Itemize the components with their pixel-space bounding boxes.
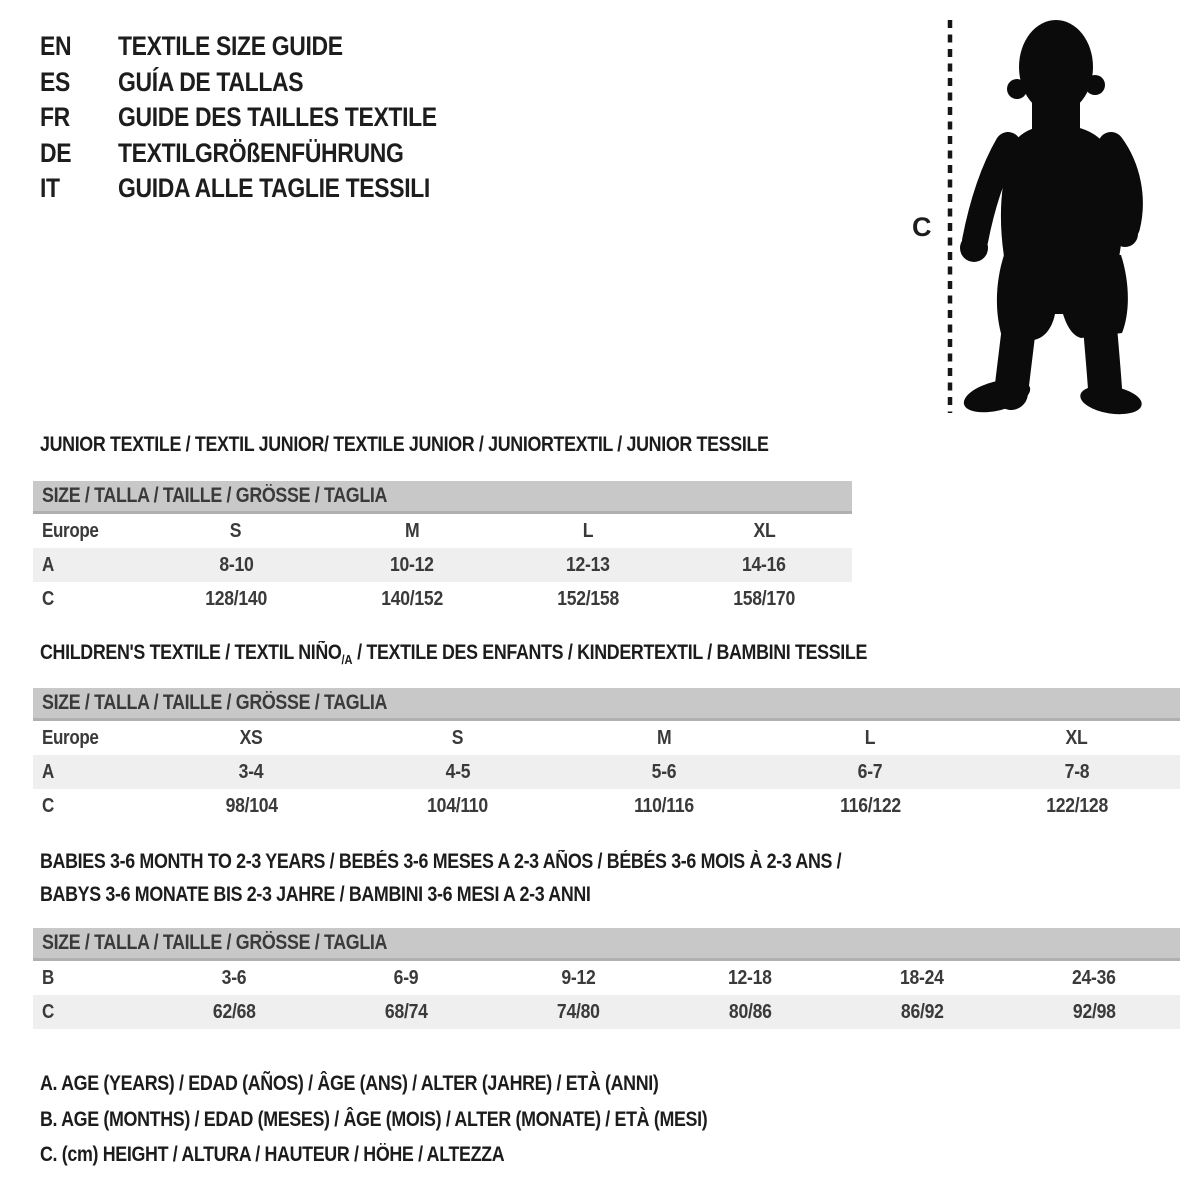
junior-a-v3 [676,554,852,577]
babies-c-v1-text: 68/74 [384,1000,428,1023]
junior-size-m [324,520,500,543]
lang-code-en-text: EN [40,31,72,61]
children-a-v3-text: 6-7 [858,760,883,783]
children-size-xl [974,727,1180,750]
children-a-v2-text: 5-6 [651,760,677,783]
children-c-label-text: C [42,794,54,817]
junior-c-v2 [500,588,676,611]
babies-b-v5 [1008,967,1180,990]
junior-a-v2 [500,554,676,577]
children-row-a [33,755,1180,789]
children-c-v4 [974,795,1180,818]
legend-line-b [40,1102,825,1138]
junior-c-v0 [148,588,324,611]
children-size-m [561,727,767,750]
height-measure-label: C [912,212,932,242]
babies-c-v3 [664,1001,836,1024]
babies-c-label [33,1001,148,1024]
junior-section-title [40,433,897,457]
children-europe-label [33,727,148,750]
legend-line-c-text: C. (cm) HEIGHT / ALTURA / HAUTEUR / HÖHE / ALTEZZA [40,1143,505,1166]
children-size-xs-text: XS [239,726,263,749]
size-table-babies [33,928,1180,1029]
legend-line-a [40,1066,825,1102]
children-c-v1 [354,795,560,818]
babies-b-v2-text: 9-12 [560,966,596,989]
children-c-v0 [148,795,354,818]
lang-code-de [40,136,118,172]
babies-b-v1-text: 6-9 [393,966,419,989]
lang-label-en: TEXTILE SIZE GUIDE [118,31,343,61]
measurement-legend [40,1066,825,1173]
babies-b-v2 [492,967,664,990]
babies-c-v1 [320,1001,492,1024]
junior-row-europe [33,514,852,548]
babies-b-v3-text: 12-18 [728,966,772,989]
children-row-c [33,789,1180,823]
children-size-l [767,727,973,750]
babies-b-v4 [836,967,1008,990]
junior-c-v3-text: 158/170 [733,587,795,610]
lang-row-es [40,65,493,101]
junior-a-v1-text: 10-12 [390,553,434,576]
junior-size-s [148,520,324,543]
junior-size-m-text: M [404,519,420,542]
junior-c-v0-text: 128/140 [205,587,267,610]
children-c-v3-text: 116/122 [839,794,901,817]
baby-silhouette-shape [960,20,1144,418]
lang-code-it-text: IT [40,173,60,203]
children-size-s-text: S [451,726,464,749]
junior-row-a [33,548,852,582]
babies-c-v2 [492,1001,664,1024]
babies-c-v0-text: 62/68 [212,1000,256,1023]
junior-row-c [33,582,852,616]
babies-c-v4 [836,1001,1008,1024]
legend-line-b-text: B. AGE (MONTHS) / EDAD (MESES) / ÂGE (MOIS) / ALTER (MONATE) / ETÀ (MESI) [40,1107,708,1131]
children-size-l-text: L [865,726,876,749]
children-a-v0 [148,761,354,784]
size-table-children [33,688,1180,823]
junior-size-xl [676,520,852,543]
babies-b-v0-text: 3-6 [221,966,247,989]
babies-size-header-text: SIZE / TALLA / TAILLE / GRÖSSE / TAGLIA [42,931,388,954]
lang-code-es [40,65,118,101]
children-a-v4 [974,761,1180,784]
babies-section-title [40,845,983,911]
children-size-xl-text: XL [1065,726,1088,749]
children-title-part1: CHILDREN'S TEXTILE / TEXTIL NIÑO [40,641,342,664]
lang-label-es: GUÍA DE TALLAS [118,66,304,97]
lang-label-fr: GUIDE DES TAILLES TEXTILE [118,102,437,132]
babies-b-v1 [320,967,492,990]
junior-size-header-bar [33,481,852,514]
junior-size-s-text: S [230,519,242,542]
language-title-block [40,29,493,207]
children-size-m-text: M [656,726,672,749]
children-row-europe [33,721,1180,755]
children-size-xs [148,727,354,750]
junior-size-xl-text: XL [753,519,775,542]
lang-code-de-text: DE [40,137,72,168]
babies-row-c [33,995,1180,1029]
babies-row-b [33,961,1180,995]
children-a-v2 [561,761,767,784]
babies-c-label-text: C [42,1000,54,1023]
lang-code-es-text: ES [40,66,70,97]
junior-c-v2-text: 152/158 [557,587,619,610]
children-a-v1-text: 4-5 [445,760,470,783]
babies-c-v0 [148,1001,320,1024]
children-section-title [40,641,1013,667]
babies-b-label-text: B [42,966,54,989]
babies-b-v0 [148,967,320,990]
babies-c-v5 [1008,1001,1180,1024]
babies-c-v3-text: 80/86 [728,1000,772,1023]
babies-c-v2-text: 74/80 [556,1000,600,1023]
junior-section-title-text: JUNIOR TEXTILE / TEXTIL JUNIOR/ TEXTILE JUNIOR / JUNIORTEXTIL / JUNIOR TESSILE [40,433,769,456]
children-c-v1-text: 104/110 [427,794,488,817]
junior-size-l [500,520,676,543]
junior-c-v1 [324,588,500,611]
children-title-part2: / TEXTILE DES ENFANTS / KINDERTEXTIL / BAMBINI TESSILE [352,641,868,664]
children-size-s [354,727,560,750]
babies-b-v5-text: 24-36 [1072,966,1116,989]
junior-a-v0 [148,554,324,577]
children-size-header-bar [33,688,1180,721]
lang-row-it [40,171,493,207]
children-title-subscript: /A [341,652,353,667]
children-a-v1 [354,761,560,784]
children-a-v3 [767,761,973,784]
children-a-label [33,761,148,784]
children-a-v0-text: 3-4 [238,760,264,783]
babies-title-line1: BABIES 3-6 MONTH TO 2-3 YEARS / BEBÉS 3-6 MESES A 2-3 AÑOS / BÉBÉS 3-6 MOIS À 2-3 ANS / [40,850,842,873]
babies-c-v4-text: 86/92 [900,1000,944,1023]
children-c-v0-text: 98/104 [225,794,278,817]
junior-a-label [33,554,148,577]
babies-b-label [33,967,148,990]
babies-size-header-bar [33,928,1180,961]
lang-label-de: TEXTILGRÖßENFÜHRUNG [118,137,404,168]
junior-c-label [33,588,148,611]
children-c-v4-text: 122/128 [1045,794,1108,817]
lang-code-en [40,29,118,65]
junior-size-header-text: SIZE / TALLA / TAILLE / GRÖSSE / TAGLIA [42,484,388,507]
children-c-v2-text: 110/116 [634,794,694,817]
children-c-label [33,795,148,818]
junior-a-v2-text: 12-13 [566,553,610,576]
junior-c-v3 [676,588,852,611]
junior-a-v3-text: 14-16 [742,553,786,576]
lang-code-fr-text: FR [40,102,70,132]
baby-silhouette-icon [905,15,1145,435]
junior-europe-label [33,520,148,543]
size-table-junior [33,481,852,616]
babies-c-v5-text: 92/98 [1072,1000,1116,1023]
lang-code-fr [40,100,118,136]
junior-a-v1 [324,554,500,577]
junior-size-l-text: L [582,519,594,542]
legend-line-c [40,1137,825,1173]
children-c-v2 [561,795,767,818]
junior-c-label-text: C [42,587,54,610]
lang-code-it [40,171,118,207]
children-section-title-text [40,641,867,667]
junior-europe-label-text: Europe [42,519,99,542]
lang-row-en [40,29,493,65]
lang-row-de [40,136,493,172]
children-europe-label-text: Europe [42,726,99,749]
babies-b-v3 [664,967,836,990]
junior-c-v1-text: 140/152 [381,587,443,610]
lang-row-fr [40,100,493,136]
lang-label-it: GUIDA ALLE TAGLIE TESSILI [118,173,430,203]
junior-a-v0-text: 8-10 [218,553,254,576]
babies-b-v4-text: 18-24 [900,966,944,989]
children-size-header-text: SIZE / TALLA / TAILLE / GRÖSSE / TAGLIA [42,691,388,714]
children-a-label-text: A [42,760,54,783]
junior-a-label-text: A [42,553,54,576]
children-a-v4-text: 7-8 [1064,760,1090,783]
babies-title-line2: BABYS 3-6 MONATE BIS 2-3 JAHRE / BAMBINI 3-6 MESI A 2-3 ANNI [40,883,591,906]
legend-line-a-text: A. AGE (YEARS) / EDAD (AÑOS) / ÂGE (ANS) / ALTER (JAHRE) / ETÀ (ANNI) [40,1072,659,1095]
children-c-v3 [767,795,973,818]
